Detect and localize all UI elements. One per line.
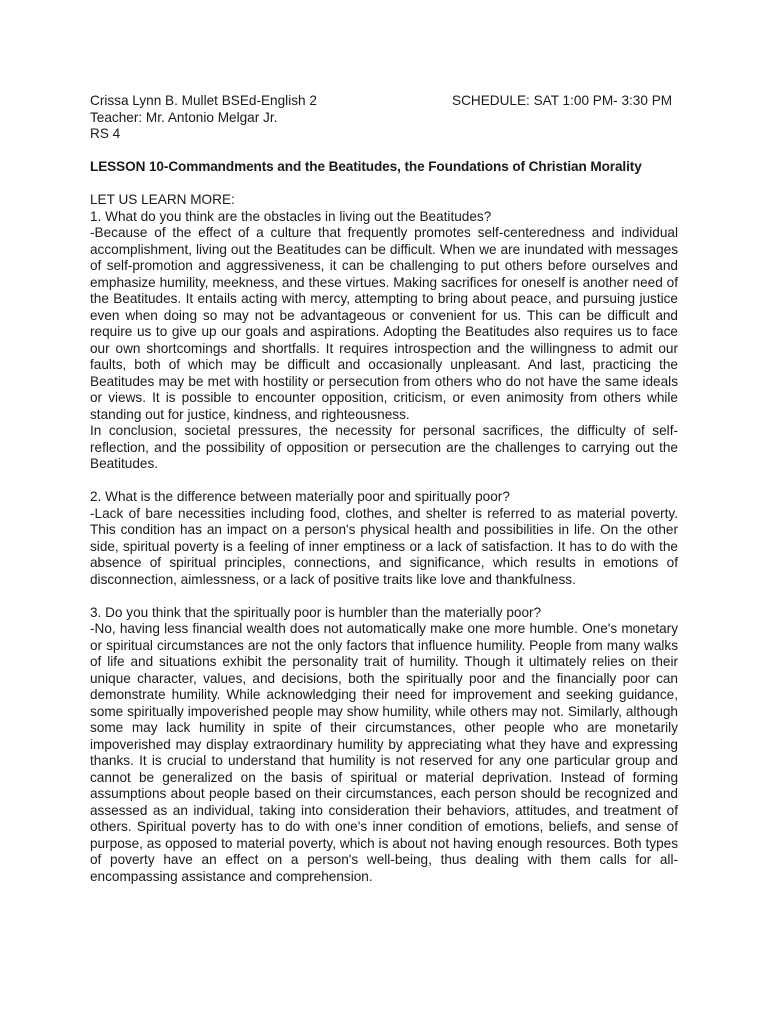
answer-3: -No, having less financial wealth does not automatically make one more humble. One's monetary or spiritual circumstances are not the only factors that influence humility. People from many walks of life and situations exhibit the personality trait of humility. Though it ultimately relies on their unique character, values, and decisions, both the spiritually poor and the financially poor can demonstrate humility. While acknowledging their need for improvement and seeking guidance, some spiritually impoverished people may show humility, while others may not. Similarly, although some may lack humility in spite of their circumstances, other people who are monetarily impoverished may display extraordinary humility by appreciating what they have and expressing thanks. It is crucial to understand that humility is not reserved for any one particular group and cannot be generalized on the basis of spiritual or material deprivation. Instead of forming assumptions about people based on their circumstances, each person should be recognized and assessed as an individual, taking into consideration their behaviors, attitudes, and treatment of others. Spiritual poverty has to do with one's inner condition of emotions, beliefs, and sense of purpose, as opposed to material poverty, which is about not having enough resources. Both types of poverty have an effect on a person's well-being, thus dealing with them calls for all-encompassing assistance and comprehension. [90,621,678,884]
spacer [90,588,678,605]
section-heading: LET US LEARN MORE: [90,192,235,207]
lesson-title: LESSON 10-Commandments and the Beatitudes, the Foundations of Christian Morality [90,159,642,174]
subject-line [90,126,678,143]
spacer [90,473,678,490]
teacher-line [90,110,678,127]
question-3: 3. Do you think that the spiritually poor is humbler than the materially poor? [90,604,542,620]
student-name: Crissa Lynn B. Mullet BSEd-English 2 [90,93,317,108]
answer-1-conclusion: In conclusion, societal pressures, the necessity for personal sacrifices, the difficulty of self-reflection, and the possibility of opposition or persecution are the challenges to carrying out the Beatitudes. [90,423,678,471]
schedule: SCHEDULE: SAT 1:00 PM- 3:30 PM [452,93,673,108]
question-2: 2. What is the difference between materially poor and spiritually poor? [90,489,510,504]
answer-1: -Because of the effect of a culture that frequently promotes self-centeredness and individual accomplishment, living out the Beatitudes can be difficult. When we are inundated with messages of self-promotion and aggressiveness, it can be challenging to put others before ourselves and emphasize humility, meekness, and these virtues. Making sacrifices for oneself is another need of the Beatitudes. It entails acting with mercy, attempting to bring about peace, and pursuing justice even when doing so may not be advantageous or convenient for us. This can be difficult and require us to give up our goals and aspirations. Adopting the Beatitudes also requires us to face our own shortcomings and shortfalls. It requires introspection and the willingness to admit our faults, both of which may be difficult and occasionally unpleasant. And last, practicing the Beatitudes may be met with hostility or persecution from others who do not have the same ideals or views. It is possible to encounter opposition, criticism, or even animosity from others while standing out for justice, kindness, and righteousness. [90,225,678,422]
question-1: 1. What do you think are the obstacles in living out the Beatitudes? [90,208,492,224]
question-block-3 [90,605,678,886]
question-block-1 [90,209,678,473]
subject-code: RS 4 [90,126,121,141]
document-page [90,93,678,885]
answer-2: -Lack of bare necessities including food, clothes, and shelter is referred to as material poverty. This condition has an impact on a person's physical health and possibilities in life. On the other side, spiritual poverty is a feeling of inner emptiness or a lack of satisfaction. It has to do with the absence of spiritual principles, connections, and significance, which results in emotions of disconnection, aimlessness, or a lack of positive traits like love and thankfulness. [90,505,678,587]
teacher-name: Teacher: Mr. Antonio Melgar Jr. [90,109,278,125]
header-line-1 [90,93,678,110]
question-block-2 [90,489,678,588]
